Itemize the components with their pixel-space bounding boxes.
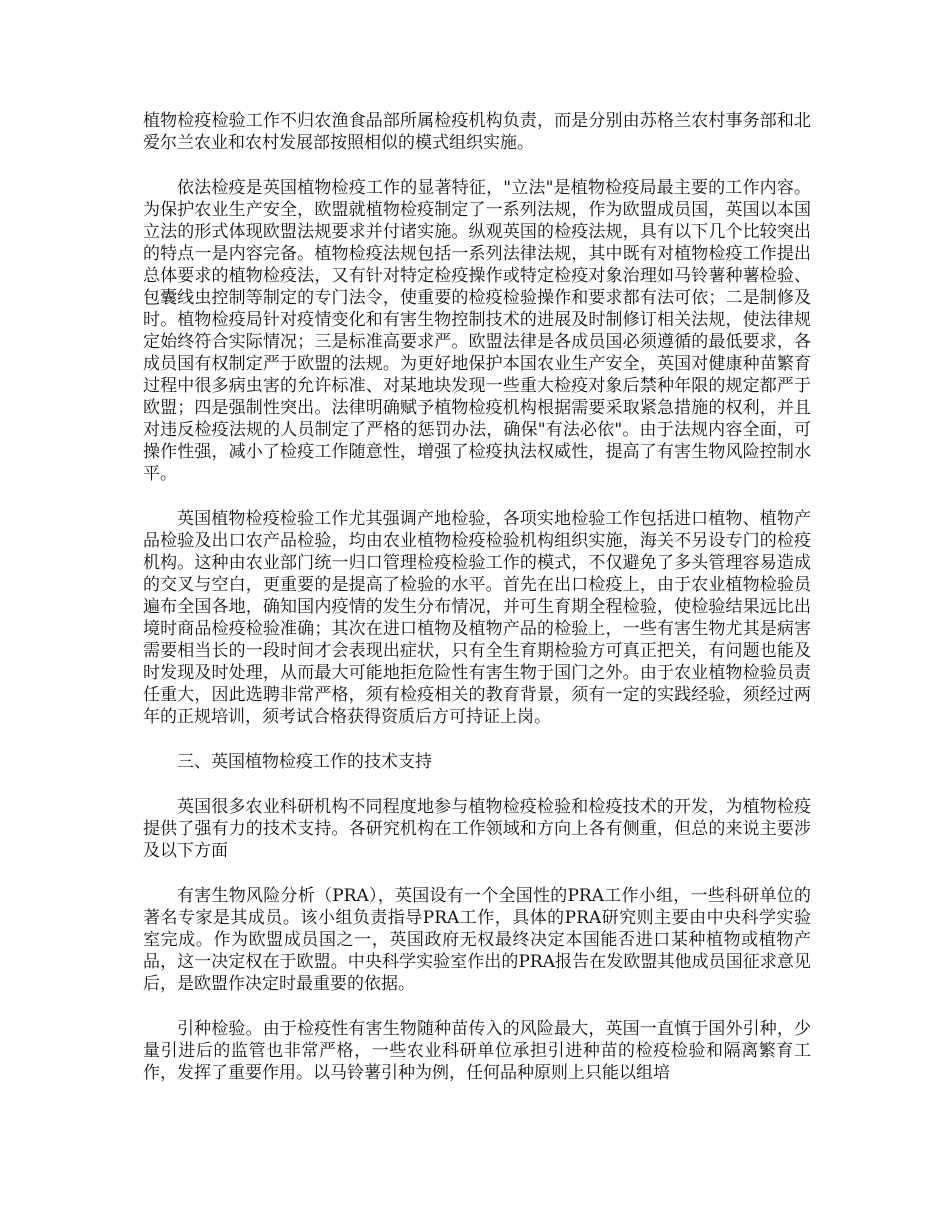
paragraph-origin-inspection: 英国植物检疫检验工作尤其强调产地检验，各项实地检验工作包括进口植物、植物产品检验及出口农产品检验，均由农业植物检疫检验机构组织实施，海关不另设专门的检疫机构。这种由农业部门统一归口管理检疫检验工作的模式，不仅避免了多头管理容易造成的交叉与空白，更重要的是提高了检验的水平。首先在出口检疫上，由于农业植物检验员遍布全国各地，确知国内疫情的发生分布情况，并可生育期全程检验，使检验结果远比出境时商品检疫检验准确；其次在进口植物及植物产品的检验上，一些有害生物尤其是病害需要相当长的一段时间才会表现出症状，只有全生育期检验方可真正把关，有问题也能及时发现及时处理，从而最大可能地拒危险性有害生物于国门之外。由于农业植物检验员责任重大，因此选聘非常严格，须有检疫相关的教育背景，须有一定的实践经验，须经过两年的正规培训，须考试合格获得资质后方可持证上岗。 bbox=[143, 509, 811, 727]
paragraph-introduction-inspection: 引种检验。由于检疫性有害生物随种苗传入的风险最大，英国一直慎于国外引种，少量引进后的监管也非常严格，一些农业科研单位承担引进种苗的检疫检验和隔离繁育工作，发挥了重要作用。以马铃薯引种为例，任何品种原则上只能以组培 bbox=[143, 1019, 811, 1083]
paragraph-pest-risk-analysis: 有害生物风险分析（PRA），英国设有一个全国性的PRA工作小组，一些科研单位的著名专家是其成员。该小组负责指导PRA工作，具体的PRA研究则主要由中央科学实验室完成。作为欧盟成员国之一，英国政府无权最终决定本国能否进口某种植物或植物产品，这一决定权在于欧盟。中央科学实验室作出的PRA报告在发欧盟其他成员国征求意见后，是欧盟作决定时最重要的依据。 bbox=[143, 886, 811, 994]
document-body bbox=[143, 110, 811, 1107]
section-heading-technical-support: 三、英国植物检疫工作的技术支持 bbox=[177, 752, 432, 772]
paragraph-legal-quarantine: 依法检疫是英国植物检疫工作的显著特征，"立法"是植物检疫局最主要的工作内容。为保护农业生产安全，欧盟就植物检疫制定了一系列法规，作为欧盟成员国，英国以本国立法的形式体现欧盟法规要求并付诸实施。纵观英国的检疫法规，具有以下几个比较突出的特点一是内容完备。植物检疫法规包括一系列法律法规，其中既有对植物检疫工作提出总体要求的植物检疫法，又有针对特定检疫操作或特定检疫对象治理如马铃薯种薯检验、包囊线虫控制等制定的专门法令，使重要的检疫检验操作和要求都有法可依；二是制修及时。植物检疫局针对疫情变化和有害生物控制技术的进展及时制修订相关法规，使法律规定始终符合实际情况；三是标准高要求严。欧盟法律是各成员国必须遵循的最低要求，各成员国有权制定严于欧盟的法规。为更好地保护本国农业生产安全，英国对健康种苗繁育过程中很多病虫害的允许标准、对某地块发现一些重大检疫对象后禁种年限的规定都严于欧盟；四是强制性突出。法律明确赋予植物检疫机构根据需要采取紧急措施的权利，并且对违反检疫法规的人员制定了严格的惩罚办法，确保"有法必依"。由于法规内容全面，可操作性强，减小了检疫工作随意性，增强了检疫执法权威性，提高了有害生物风险控制水平。 bbox=[143, 178, 811, 484]
paragraph-research-institutions: 英国很多农业科研机构不同程度地参与植物检疫检验和检疫技术的开发，为植物检疫提供了强有力的技术支持。各研究机构在工作领域和方向上各有侧重，但总的来说主要涉及以下方面 bbox=[143, 797, 811, 861]
paragraph-intro-continuation: 植物检疫检验工作不归农渔食品部所属检疫机构负责，而是分别由苏格兰农村事务部和北爱尔兰农业和农村发展部按照相似的模式组织实施。 bbox=[143, 111, 811, 153]
